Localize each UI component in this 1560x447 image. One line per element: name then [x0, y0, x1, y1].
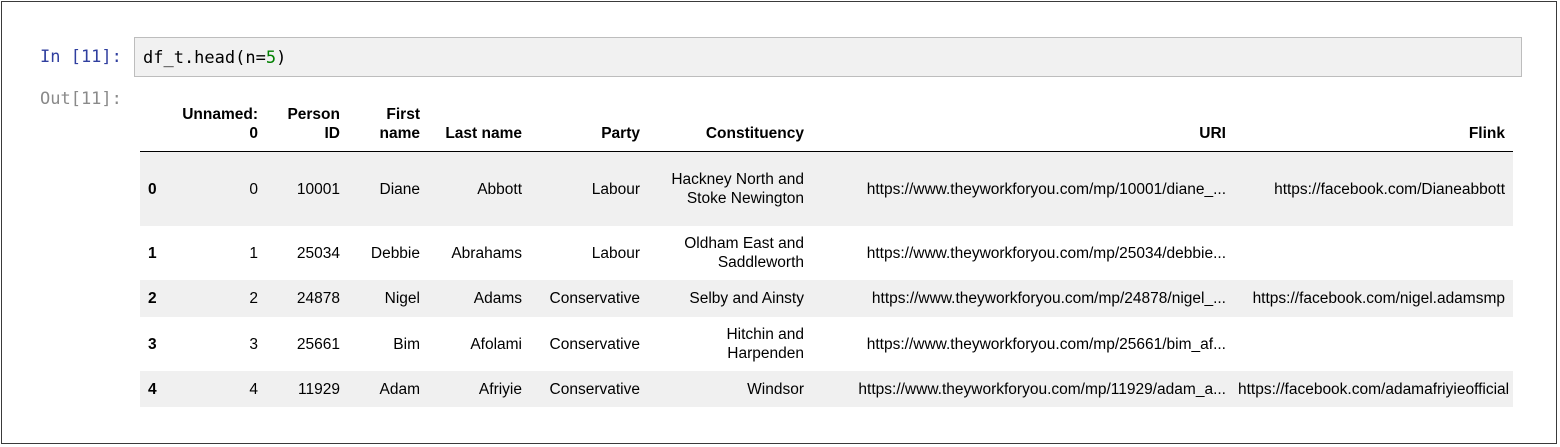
cell-unnamed-0: 3	[249, 335, 258, 353]
cell-uri: https://www.theyworkforyou.com/mp/25661/bim_af...	[866, 335, 1226, 353]
cell-flink	[1234, 317, 1513, 371]
header-constituency: Constituency	[648, 105, 812, 152]
table-row	[140, 317, 1513, 371]
cell-last-name: Adams	[428, 280, 530, 317]
cell-last-name: Abrahams	[451, 244, 522, 262]
cell-party: Labour	[591, 244, 640, 262]
cell-uri: https://www.theyworkforyou.com/mp/10001/diane_...	[812, 152, 1234, 227]
cell-party: Labour	[530, 152, 648, 227]
cell-unnamed-0: 1	[249, 244, 258, 262]
cell-flink: https://facebook.com/adamafriyieofficial	[1234, 371, 1513, 407]
code-prefix: df_t.head(n=	[143, 48, 266, 68]
cell-last-name: Afriyie	[428, 371, 530, 407]
cell-constituency: Hackney North and Stoke Newington	[648, 152, 812, 227]
code-input-cell[interactable]	[134, 37, 1522, 77]
header-first-name: First name	[348, 105, 428, 152]
cell-unnamed-0: 0	[176, 152, 266, 227]
output-prompt: Out[11]:	[40, 89, 122, 109]
cell-person-id: 24878	[266, 280, 348, 317]
header-last-name: Last name	[428, 105, 530, 152]
cell-flink: https://facebook.com/nigel.adamsmp	[1234, 280, 1513, 317]
cell-uri: https://www.theyworkforyou.com/mp/24878/nigel_...	[812, 280, 1234, 317]
cell-first-name: Bim	[393, 335, 420, 353]
cell-unnamed-0: 2	[176, 280, 266, 317]
code-text[interactable]	[143, 48, 286, 68]
cell-person-id: 11929	[266, 371, 348, 407]
cell-constituency: Oldham East and Saddleworth	[684, 235, 804, 271]
header-flink: Flink	[1234, 105, 1513, 152]
table-header-row	[140, 105, 1513, 152]
header-uri: URI	[812, 105, 1234, 152]
cell-constituency: Windsor	[648, 371, 812, 407]
table-row	[140, 280, 1513, 317]
row-index: 0	[140, 152, 176, 227]
code-number: 5	[265, 48, 277, 68]
cell-last-name: Afolami	[470, 335, 522, 353]
cell-first-name: Debbie	[370, 244, 420, 262]
cell-first-name: Diane	[348, 152, 428, 227]
table-row	[140, 371, 1513, 407]
cell-last-name: Abbott	[428, 152, 530, 227]
cell-flink: https://facebook.com/Dianeabbott	[1234, 152, 1513, 227]
table-row	[140, 152, 1513, 227]
header-party: Party	[530, 105, 648, 152]
row-index: 2	[140, 280, 176, 317]
header-person-id: Person ID	[266, 105, 348, 152]
cell-party: Conservative	[530, 280, 648, 317]
cell-party: Conservative	[549, 335, 640, 353]
cell-person-id: 10001	[266, 152, 348, 227]
table-row	[140, 226, 1513, 280]
cell-constituency: Hitchin and Harpenden	[726, 326, 804, 362]
row-index: 3	[148, 335, 157, 353]
cell-party: Conservative	[530, 371, 648, 407]
cell-person-id: 25661	[296, 335, 340, 353]
header-index	[140, 105, 176, 152]
code-suffix: )	[276, 48, 287, 68]
cell-uri: https://www.theyworkforyou.com/mp/25034/debbie...	[866, 244, 1226, 262]
header-unnamed-0: Unnamed: 0	[176, 105, 266, 152]
cell-person-id: 25034	[296, 244, 340, 262]
cell-unnamed-0: 4	[176, 371, 266, 407]
cell-constituency: Selby and Ainsty	[648, 280, 812, 317]
cell-first-name: Nigel	[348, 280, 428, 317]
cell-flink	[1234, 226, 1513, 280]
input-prompt: In [11]:	[40, 47, 122, 67]
dataframe-table	[140, 105, 1513, 407]
cell-uri: https://www.theyworkforyou.com/mp/11929/adam_a...	[812, 371, 1234, 407]
cell-first-name: Adam	[348, 371, 428, 407]
row-index: 4	[140, 371, 176, 407]
row-index: 1	[148, 244, 157, 262]
